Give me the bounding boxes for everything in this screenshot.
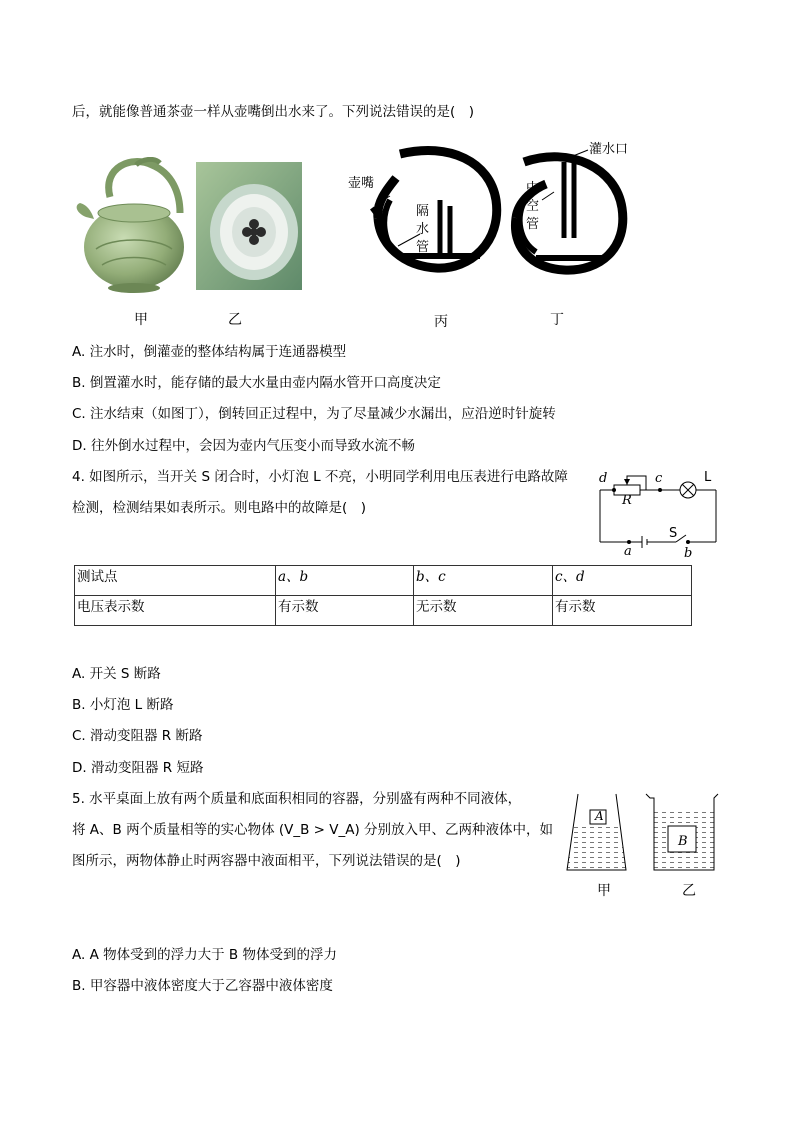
caption-jia: 甲 — [134, 312, 148, 328]
q4-option-d: D. 滑动变阻器 R 短路 — [72, 760, 204, 776]
caption-container-yi: 乙 — [682, 883, 696, 899]
caption-container-jia: 甲 — [597, 883, 611, 899]
label-fill-inlet: 灌水口 — [589, 142, 629, 157]
table-cell: 有示数 — [553, 596, 692, 626]
table-header-cell: b、c — [414, 566, 553, 596]
q4-option-c: C. 滑动变阻器 R 断路 — [72, 728, 203, 744]
teapot-bottom-photo — [196, 162, 302, 290]
circuit-label-r: R — [622, 493, 632, 508]
label-spout: 壶嘴 — [348, 176, 375, 191]
table-cell: 无示数 — [414, 596, 553, 626]
caption-yi: 乙 — [228, 312, 242, 328]
table-header-cell: c、d — [553, 566, 692, 596]
q5-option-b: B. 甲容器中液体密度大于乙容器中液体密度 — [72, 978, 333, 994]
q5-stem-line2: 将 A、B 两个质量相等的实心物体 (V_B > V_A) 分别放入甲、乙两种液体中，如 — [72, 822, 554, 838]
q4-stem-line2: 检测，检测结果如表所示。则电路中的故障是( ) — [72, 500, 367, 516]
circuit-label-a: a — [624, 544, 632, 559]
table-header-row — [75, 566, 692, 596]
circuit-label-l: L — [704, 470, 712, 485]
section-bing — [372, 151, 497, 269]
circuit-label-c: c — [655, 471, 663, 486]
q3-intro-tail: 后，就能像普通茶壶一样从壶嘴倒出水来了。下列说法错误的是( ) — [72, 104, 475, 120]
circuit-label-s: S — [669, 526, 678, 541]
q4-option-b: B. 小灯泡 L 断路 — [72, 697, 174, 713]
q3-option-a: A. 注水时，倒灌壶的整体结构属于连通器模型 — [72, 344, 347, 360]
table-row — [75, 596, 692, 626]
circuit-label-d: d — [599, 471, 608, 486]
label-partition-tube: 隔 水 管 — [416, 204, 430, 255]
q4-option-a: A. 开关 S 断路 — [72, 666, 161, 682]
table-cell: 有示数 — [276, 596, 414, 626]
table-header-cell: a、b — [276, 566, 414, 596]
q5-stem-line1: 5. 水平桌面上放有两个质量和底面积相同的容器，分别盛有两种不同液体， — [72, 791, 522, 807]
table-header-cell: 测试点 — [75, 566, 276, 596]
q4-stem-line1: 4. 如图所示，当开关 S 闭合时，小灯泡 L 不亮，小明同学利用电压表进行电路故障 — [72, 469, 568, 485]
circuit-label-b: b — [684, 546, 693, 561]
teapot-section-diagrams — [340, 138, 640, 278]
q5-stem-line3: 图所示，两物体静止时两容器中液面相平，下列说法错误的是( ) — [72, 853, 461, 869]
block-a-label: A — [595, 809, 604, 823]
block-b-label: B — [678, 834, 688, 849]
caption-bing: 丙 — [434, 314, 448, 330]
caption-ding: 丁 — [550, 312, 564, 328]
q3-option-b: B. 倒置灌水时，能存储的最大水量由壶内隔水管开口高度决定 — [72, 375, 441, 391]
voltage-test-table — [74, 565, 692, 626]
label-hollow-tube: 中 空 管 — [526, 181, 540, 232]
table-cell: 电压表示数 — [75, 596, 276, 626]
q3-option-c: C. 注水结束（如图丁），倒转回正过程中，为了尽量减少水漏出，应沿逆时针旋转 — [72, 406, 556, 422]
q5-option-a: A. A 物体受到的浮力大于 B 物体受到的浮力 — [72, 947, 337, 963]
q3-option-d: D. 往外倒水过程中，会因为壶内气压变小而导致水流不畅 — [72, 438, 415, 454]
teapot-photo — [72, 157, 194, 297]
containers-diagram — [558, 790, 726, 874]
